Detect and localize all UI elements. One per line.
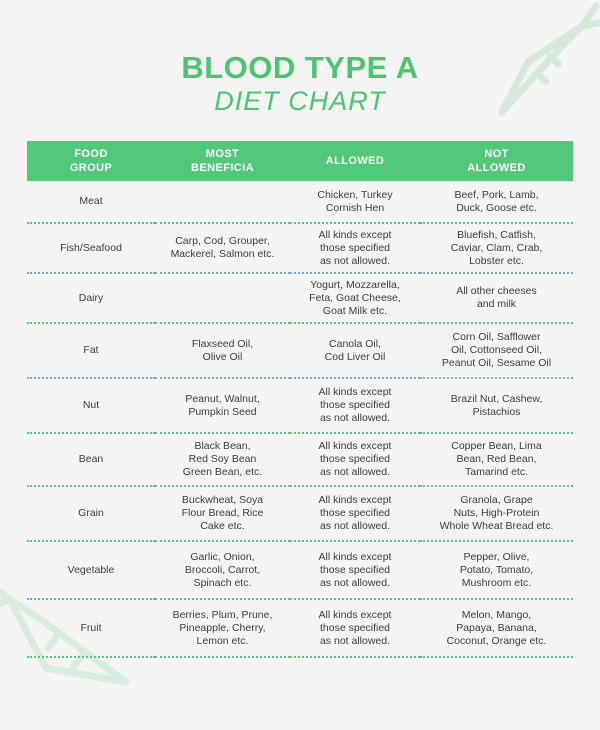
food-group-cell: Nut xyxy=(27,378,155,433)
table-row xyxy=(27,486,573,541)
table-row xyxy=(27,323,573,378)
table-row xyxy=(27,223,573,273)
most-beneficial-cell: Peanut, Walnut, Pumpkin Seed xyxy=(155,378,290,433)
food-group-cell: Bean xyxy=(27,433,155,486)
not-allowed-cell: Granola, Grape Nuts, High-Protein Whole Wheat Bread etc. xyxy=(420,486,573,541)
most-beneficial-cell: Garlic, Onion, Broccoli, Carrot, Spinach etc. xyxy=(155,541,290,599)
not-allowed-cell: Beef, Pork, Lamb, Duck, Goose etc. xyxy=(420,181,573,223)
not-allowed-cell: Corn Oil, Safflower Oil, Cottonseed Oil, Peanut Oil, Sesame Oil xyxy=(420,323,573,378)
column-header-not-allowed: NOT ALLOWED xyxy=(420,141,573,181)
not-allowed-cell: Pepper, Olive, Potato, Tomato, Mushroom etc. xyxy=(420,541,573,599)
page-title: BLOOD TYPE A xyxy=(181,50,419,85)
allowed-cell: All kinds except those specified as not allowed. xyxy=(290,486,420,541)
table-row xyxy=(27,433,573,486)
allowed-cell: All kinds except those specified as not allowed. xyxy=(290,223,420,273)
not-allowed-cell: Bluefish, Catfish, Caviar, Clam, Crab, Lobster etc. xyxy=(420,223,573,273)
food-group-cell: Fat xyxy=(27,323,155,378)
food-group-cell: Meat xyxy=(27,181,155,223)
food-group-cell: Fruit xyxy=(27,599,155,657)
column-header-most-beneficial: MOST BENEFICIA xyxy=(155,141,290,181)
not-allowed-cell: Copper Bean, Lima Bean, Red Bean, Tamarind etc. xyxy=(420,433,573,486)
allowed-cell: All kinds except those specified as not allowed. xyxy=(290,433,420,486)
not-allowed-cell: Melon, Mango, Papaya, Banana, Coconut, Orange etc. xyxy=(420,599,573,657)
most-beneficial-cell xyxy=(155,181,290,223)
allowed-cell: Yogurt, Mozzarella, Feta, Goat Cheese, Goat Milk etc. xyxy=(290,273,420,323)
column-header-food-group: FOOD GROUP xyxy=(27,141,155,181)
food-group-cell: Vegetable xyxy=(27,541,155,599)
most-beneficial-cell: Carp, Cod, Grouper, Mackerel, Salmon etc. xyxy=(155,223,290,273)
most-beneficial-cell: Flaxseed Oil, Olive Oil xyxy=(155,323,290,378)
table-row xyxy=(27,181,573,223)
food-group-cell: Dairy xyxy=(27,273,155,323)
table-row xyxy=(27,599,573,657)
table-header-row xyxy=(27,141,573,181)
food-group-cell: Fish/Seafood xyxy=(27,223,155,273)
allowed-cell: All kinds except those specified as not allowed. xyxy=(290,378,420,433)
most-beneficial-cell xyxy=(155,273,290,323)
allowed-cell: Chicken, Turkey Cornish Hen xyxy=(290,181,420,223)
most-beneficial-cell: Black Bean, Red Soy Bean Green Bean, etc. xyxy=(155,433,290,486)
column-header-allowed: ALLOWED xyxy=(290,141,420,181)
table-row xyxy=(27,273,573,323)
not-allowed-cell: All other cheeses and milk xyxy=(420,273,573,323)
page-subtitle: DIET CHART xyxy=(214,86,386,116)
table-row xyxy=(27,541,573,599)
food-group-cell: Grain xyxy=(27,486,155,541)
not-allowed-cell: Brazil Nut, Cashew, Pistachios xyxy=(420,378,573,433)
diet-table xyxy=(27,141,573,658)
table-row xyxy=(27,378,573,433)
allowed-cell: All kinds except those specified as not allowed. xyxy=(290,599,420,657)
allowed-cell: All kinds except those specified as not allowed. xyxy=(290,541,420,599)
most-beneficial-cell: Buckwheat, Soya Flour Bread, Rice Cake etc. xyxy=(155,486,290,541)
allowed-cell: Canola Oil, Cod Liver Oil xyxy=(290,323,420,378)
most-beneficial-cell: Berries, Plum, Prune, Pineapple, Cherry, Lemon etc. xyxy=(155,599,290,657)
